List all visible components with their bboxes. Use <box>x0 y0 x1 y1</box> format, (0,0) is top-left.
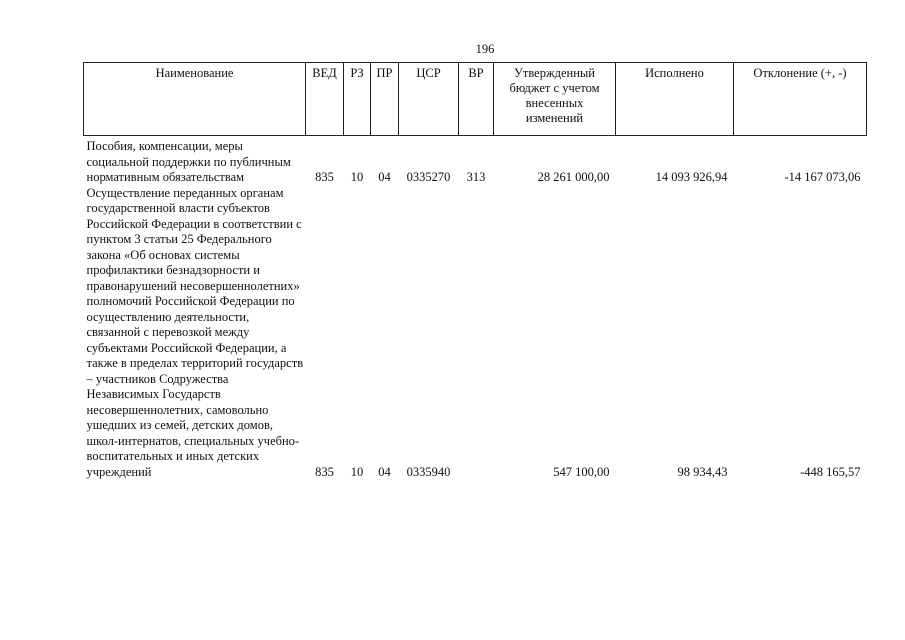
cell-approved: 547 100,00 <box>553 464 610 479</box>
cell-vr <box>459 186 494 481</box>
table-row <box>84 186 867 481</box>
header-name: Наименование <box>84 63 306 136</box>
cell-executed: 98 934,43 <box>677 464 728 479</box>
header-approved: Утвержденный бюджет с учетом внесенных изменений <box>494 63 616 136</box>
page-number: 196 <box>475 42 495 56</box>
cell-ved: 835 <box>315 170 334 184</box>
cell-pr: 04 <box>378 464 391 479</box>
cell-name: Пособия, компенсации, меры социальной поддержки по публичным нормативным обязательствам <box>86 139 291 184</box>
table-header-row <box>84 63 867 136</box>
cell-ved: 835 <box>315 464 334 479</box>
cell-rz: 10 <box>350 170 364 184</box>
header-csr: ЦСР <box>399 63 459 136</box>
cell-rz: 10 <box>350 464 364 479</box>
header-executed: Исполнено <box>616 63 734 136</box>
header-ved: ВЕД <box>306 63 344 136</box>
budget-table <box>83 62 867 480</box>
cell-name: Осуществление переданных органам государственной власти субъектов Российской Федерации в соответствии с пунктом 3 статьи 25 Федерального закона «Об основах системы профилактики безнадзорности и правонарушений несовершеннолетних» полномочий Российской Федерации по осуществлению деятельности, связанной с перевозкой между субъектами Российской Федерации, а также в пределах территорий государств – участников Содружества Независимых Государств несовершеннолетних, самовольно ушедших из семей, детских домов, школ-интернатов, специальных учебно-воспитательных и иных детских учреждений <box>86 185 304 479</box>
cell-executed: 14 093 926,94 <box>655 170 728 184</box>
cell-approved: 28 261 000,00 <box>537 170 610 184</box>
header-rz: РЗ <box>344 63 371 136</box>
header-pr: ПР <box>371 63 399 136</box>
cell-pr: 04 <box>378 170 391 184</box>
cell-vr: 313 <box>466 170 486 184</box>
cell-deviation: -448 165,57 <box>800 464 861 479</box>
cell-csr: 0335940 <box>406 464 451 479</box>
table-row <box>84 136 867 186</box>
header-vr: ВР <box>459 63 494 136</box>
cell-csr: 0335270 <box>406 170 451 184</box>
cell-deviation: -14 167 073,06 <box>784 170 861 184</box>
header-deviation: Отклонение (+, -) <box>734 63 867 136</box>
